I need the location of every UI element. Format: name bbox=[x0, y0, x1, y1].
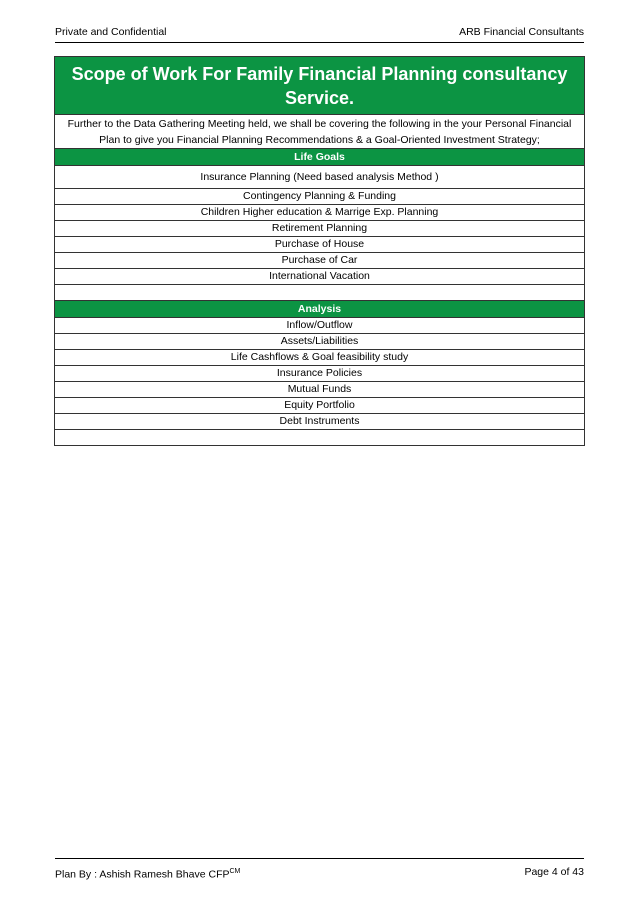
footer-plan-by bbox=[55, 866, 240, 881]
life-goals-heading: Life Goals bbox=[55, 148, 584, 165]
life-goal-item: Purchase of House bbox=[55, 236, 584, 252]
scope-of-work-table bbox=[54, 56, 585, 446]
blank-row bbox=[55, 429, 584, 445]
analysis-item: Mutual Funds bbox=[55, 381, 584, 397]
header-right-text: ARB Financial Consultants bbox=[459, 26, 584, 38]
header-divider bbox=[55, 42, 584, 43]
plan-by-superscript: CM bbox=[229, 868, 241, 875]
life-goal-item: Insurance Planning (Need based analysis Method ) bbox=[55, 165, 584, 188]
document-title: Scope of Work For Family Financial Planning consultancy Service. bbox=[55, 57, 584, 115]
analysis-item: Insurance Policies bbox=[55, 365, 584, 381]
header-left-text: Private and Confidential bbox=[55, 26, 167, 38]
analysis-item: Debt Instruments bbox=[55, 413, 584, 429]
analysis-item: Assets/Liabilities bbox=[55, 333, 584, 349]
life-goal-item: Children Higher education & Marrige Exp. Planning bbox=[55, 204, 584, 220]
footer-page-number: Page 4 of 43 bbox=[524, 866, 584, 878]
analysis-item: Inflow/Outflow bbox=[55, 317, 584, 333]
blank-row bbox=[55, 284, 584, 300]
intro-paragraph: Further to the Data Gathering Meeting held, we shall be covering the following in the your Personal Financial Plan to give you Financial Planning Recommendations & a Goal-Oriented Investment Strategy; bbox=[67, 118, 572, 146]
analysis-item: Equity Portfolio bbox=[55, 397, 584, 413]
life-goal-item: Purchase of Car bbox=[55, 252, 584, 268]
footer-divider bbox=[55, 858, 584, 859]
plan-by-text: Plan By : Ashish Ramesh Bhave CFP bbox=[55, 868, 230, 881]
life-goal-item: Retirement Planning bbox=[55, 220, 584, 236]
analysis-item: Life Cashflows & Goal feasibility study bbox=[55, 349, 584, 365]
analysis-heading: Analysis bbox=[55, 300, 584, 317]
life-goal-item: Contingency Planning & Funding bbox=[55, 188, 584, 204]
life-goal-item: International Vacation bbox=[55, 268, 584, 284]
